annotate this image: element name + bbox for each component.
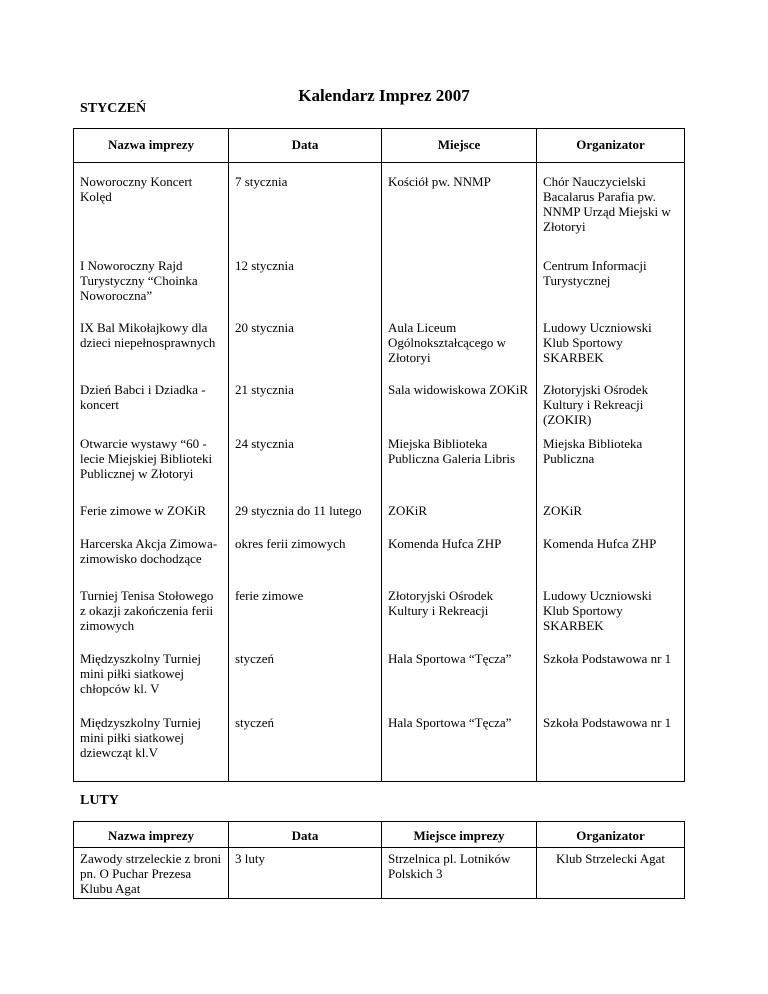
column-header-place: Miejsce imprezy — [382, 822, 537, 848]
event-date: 12 stycznia — [229, 255, 382, 317]
column-header-date: Data — [229, 822, 382, 848]
event-organizer: Ludowy Uczniowski Klub Sportowy SKARBEK — [537, 317, 685, 379]
event-date: 20 stycznia — [229, 317, 382, 379]
january-events-table — [73, 128, 685, 782]
event-place: Hala Sportowa “Tęcza” — [382, 712, 537, 781]
table-row — [74, 500, 685, 533]
event-place: Miejska Biblioteka Publiczna Galeria Libris — [382, 433, 537, 500]
event-date: ferie zimowe — [229, 585, 382, 648]
event-date: 3 luty — [229, 848, 382, 899]
event-name: Dzień Babci i Dziadka - koncert — [74, 379, 229, 433]
column-header-name: Nazwa imprezy — [74, 129, 229, 163]
event-date: okres ferii zimowych — [229, 533, 382, 585]
event-organizer: Szkoła Podstawowa nr 1 — [537, 648, 685, 712]
table-row — [74, 317, 685, 379]
event-place: Kościół pw. NNMP — [382, 171, 537, 255]
table-row — [74, 379, 685, 433]
event-date: 29 stycznia do 11 lutego — [229, 500, 382, 533]
event-date: 7 stycznia — [229, 171, 382, 255]
event-organizer: Centrum Informacji Turystycznej — [537, 255, 685, 317]
column-header-organizer: Organizator — [537, 822, 685, 848]
event-organizer: Klub Strzelecki Agat — [537, 848, 685, 899]
event-date: styczeń — [229, 712, 382, 781]
event-name: Noworoczny Koncert Kolęd — [74, 171, 229, 255]
table-row — [74, 712, 685, 781]
page-title: Kalendarz Imprez 2007 — [298, 86, 470, 105]
event-name: Harcerska Akcja Zimowa-zimowisko dochodzące — [74, 533, 229, 585]
event-organizer: Złotoryjski Ośrodek Kultury i Rekreacji (ZOKIR) — [537, 379, 685, 433]
table-row — [74, 585, 685, 648]
event-place: Złotoryjski Ośrodek Kultury i Rekreacji — [382, 585, 537, 648]
event-name: Otwarcie wystawy “60 - lecie Miejskiej Biblioteki Publicznej w Złotoryi — [74, 433, 229, 500]
event-organizer: Chór Nauczycielski Bacalarus Parafia pw. NNMP Urząd Miejski w Złotoryi — [537, 171, 685, 255]
event-organizer: ZOKiR — [537, 500, 685, 533]
event-organizer: Ludowy Uczniowski Klub Sportowy SKARBEK — [537, 585, 685, 648]
table-row — [74, 648, 685, 712]
event-place: Sala widowiskowa ZOKiR — [382, 379, 537, 433]
event-date: 21 stycznia — [229, 379, 382, 433]
table-header-row — [74, 822, 685, 848]
event-place: Strzelnica pl. Lotników Polskich 3 — [382, 848, 537, 899]
section-heading-february: LUTY — [80, 793, 119, 808]
february-events-table — [73, 821, 685, 899]
table-row — [74, 848, 685, 899]
table-row — [74, 433, 685, 500]
event-name: IX Bal Mikołajkowy dla dzieci niepełnosprawnych — [74, 317, 229, 379]
event-place — [382, 255, 537, 317]
column-header-organizer: Organizator — [537, 129, 685, 163]
column-header-date: Data — [229, 129, 382, 163]
table-row — [74, 171, 685, 255]
event-name: Turniej Tenisa Stołowego z okazji zakończenia ferii zimowych — [74, 585, 229, 648]
table-row — [74, 533, 685, 585]
event-organizer: Miejska Biblioteka Publiczna — [537, 433, 685, 500]
table-header-row — [74, 129, 685, 163]
event-place: Komenda Hufca ZHP — [382, 533, 537, 585]
table-row — [74, 255, 685, 317]
event-place: Hala Sportowa “Tęcza” — [382, 648, 537, 712]
event-name: Ferie zimowe w ZOKiR — [74, 500, 229, 533]
event-organizer: Komenda Hufca ZHP — [537, 533, 685, 585]
table-spacer-row — [74, 163, 685, 172]
section-heading-january: STYCZEŃ — [80, 101, 147, 116]
event-date: 24 stycznia — [229, 433, 382, 500]
event-organizer: Szkoła Podstawowa nr 1 — [537, 712, 685, 781]
column-header-name: Nazwa imprezy — [74, 822, 229, 848]
event-name: I Noworoczny Rajd Turystyczny “Choinka Noworoczna” — [74, 255, 229, 317]
event-place: ZOKiR — [382, 500, 537, 533]
event-place: Aula Liceum Ogólnokształcącego w Złotoryi — [382, 317, 537, 379]
event-name: Zawody strzeleckie z broni pn. O Puchar Prezesa Klubu Agat — [74, 848, 229, 899]
event-name: Międzyszkolny Turniej mini piłki siatkowej dziewcząt kl.V — [74, 712, 229, 781]
column-header-place: Miejsce — [382, 129, 537, 163]
event-date: styczeń — [229, 648, 382, 712]
event-name: Międzyszkolny Turniej mini piłki siatkowej chłopców kl. V — [74, 648, 229, 712]
